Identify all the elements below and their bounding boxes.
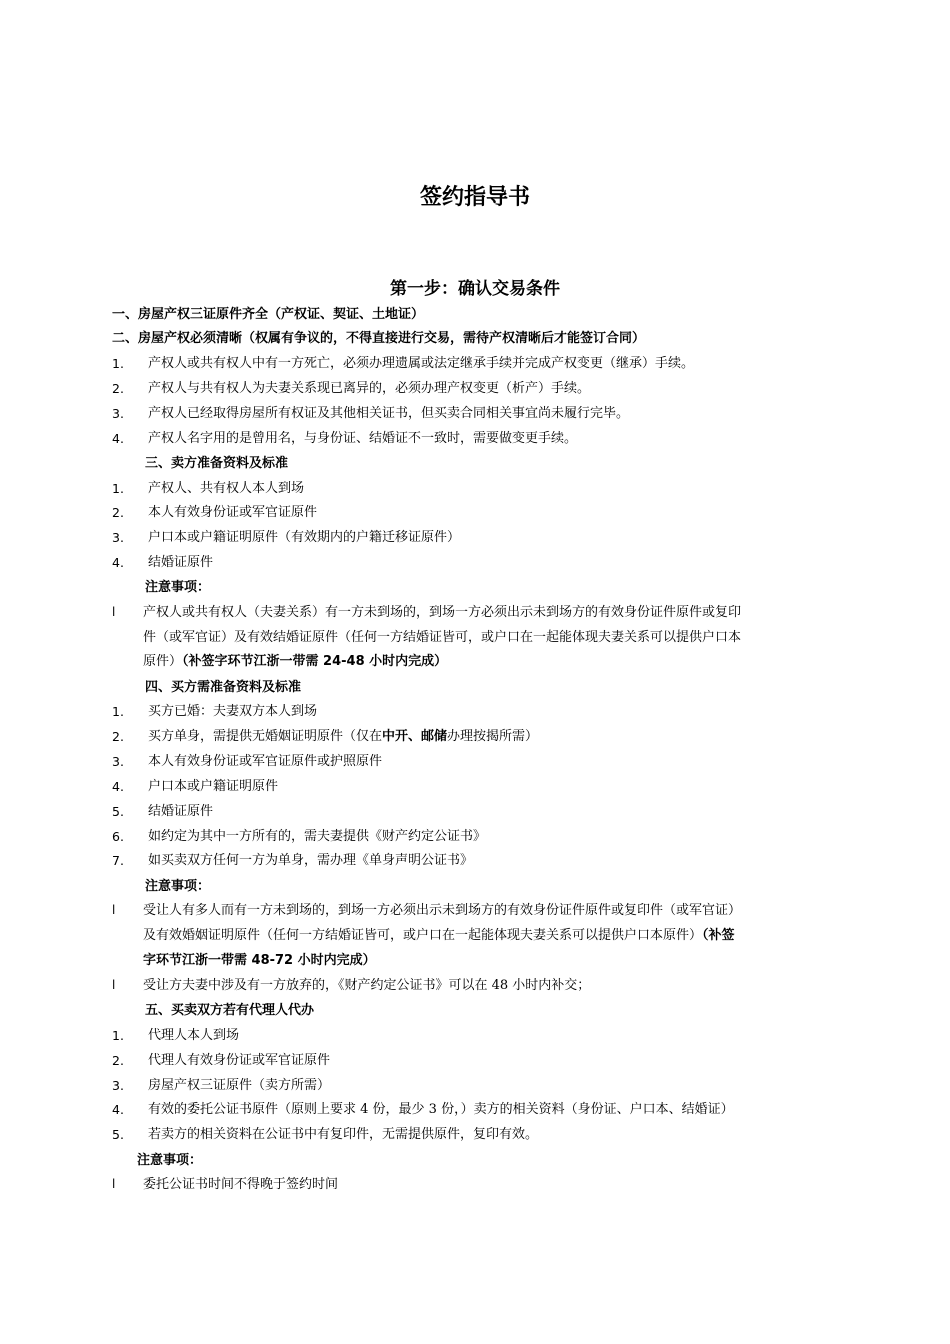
list-item: 2. 买方单身，需提供无婚姻证明原件（仅在中开、邮储办理按揭所需）	[112, 729, 539, 744]
note-item-continuation: 件（或军官证）及有效结婚证原件（任何一方结婚证皆可，或户口在一起能体现夫妻关系可以提供户口本	[143, 630, 742, 645]
section-4-heading: 四、买方需准备资料及标准	[145, 680, 302, 695]
list-item: 7. 如买卖双方任何一方为单身，需办理《单身声明公证书》	[112, 853, 474, 868]
note-item-continuation: 字环节江浙一带需 48-72 小时内完成）	[143, 953, 376, 968]
list-item: 4. 结婚证原件	[112, 555, 214, 570]
note-label: 注意事项：	[137, 1153, 203, 1168]
list-item: 3. 本人有效身份证或军官证原件或护照原件	[112, 754, 383, 769]
list-item: 3. 户口本或户籍证明原件（有效期内的户籍迁移证原件）	[112, 530, 461, 545]
note-item-continuation: 及有效婚姻证明原件（任何一方结婚证皆可，或户口在一起能体现夫妻关系可以提供户口本原件）（补签	[143, 928, 735, 943]
list-item: 5. 结婚证原件	[112, 804, 214, 819]
list-item: 1. 产权人或共有权人中有一方死亡，必须办理遗属或法定继承手续并完成产权变更（继承）手续。	[112, 356, 695, 371]
list-item: 4. 产权人名字用的是曾用名，与身份证、结婚证不一致时，需要做变更手续。	[112, 431, 578, 446]
note-item: l 产权人或共有权人（夫妻关系）有一方未到场的，到场一方必须出示未到场方的有效身份证件原件或复印	[112, 605, 742, 620]
list-item: 1. 代理人本人到场	[112, 1028, 240, 1043]
section-3-heading: 三、卖方准备资料及标准	[145, 456, 289, 471]
step1-title: 第一步：确认交易条件	[390, 279, 560, 299]
note-item: l 委托公证书时间不得晚于签约时间	[112, 1177, 339, 1192]
note-item: l 受让人有多人而有一方未到场的，到场一方必须出示未到场方的有效身份证件原件或复印件（或军官证）	[112, 903, 742, 918]
note-label: 注意事项：	[145, 580, 211, 595]
list-item: 3. 产权人已经取得房屋所有权证及其他相关证书，但买卖合同相关事宜尚未履行完毕。	[112, 406, 630, 421]
document-title: 签约指导书	[419, 185, 530, 210]
list-item: 4. 有效的委托公证书原件（原则上要求 4 份，最少 3 份，）卖方的相关资料（身份证、户口本、结婚证）	[112, 1102, 734, 1117]
section-1-heading: 一、房屋产权三证原件齐全（产权证、契证、土地证）	[112, 307, 425, 322]
list-item: 2. 产权人与共有权人为夫妻关系现已离异的，必须办理产权变更（析产）手续。	[112, 381, 591, 396]
list-item: 5. 若卖方的相关资料在公证书中有复印件，无需提供原件，复印有效。	[112, 1127, 539, 1142]
list-item: 1. 产权人、共有权人本人到场	[112, 481, 305, 496]
list-item: 3. 房屋产权三证原件（卖方所需）	[112, 1078, 331, 1093]
note-item: l 受让方夫妻中涉及有一方放弃的，《财产约定公证书》可以在 48 小时内补交；	[112, 978, 591, 993]
note-label: 注意事项：	[145, 879, 211, 894]
list-item: 2. 代理人有效身份证或军官证原件	[112, 1053, 331, 1068]
section-5-heading: 五、买卖双方若有代理人代办	[145, 1003, 315, 1018]
list-item: 4. 户口本或户籍证明原件	[112, 779, 279, 794]
note-item-continuation: 原件）（补签字环节江浙一带需 24-48 小时内完成）	[143, 654, 448, 669]
list-item: 2. 本人有效身份证或军官证原件	[112, 505, 318, 520]
list-item: 6. 如约定为其中一方所有的，需夫妻提供《财产约定公证书》	[112, 829, 487, 844]
list-item: 1. 买方已婚：夫妻双方本人到场	[112, 704, 318, 719]
section-2-heading: 二、房屋产权必须清晰（权属有争议的，不得直接进行交易，需待产权清晰后才能签订合同）	[112, 331, 646, 346]
